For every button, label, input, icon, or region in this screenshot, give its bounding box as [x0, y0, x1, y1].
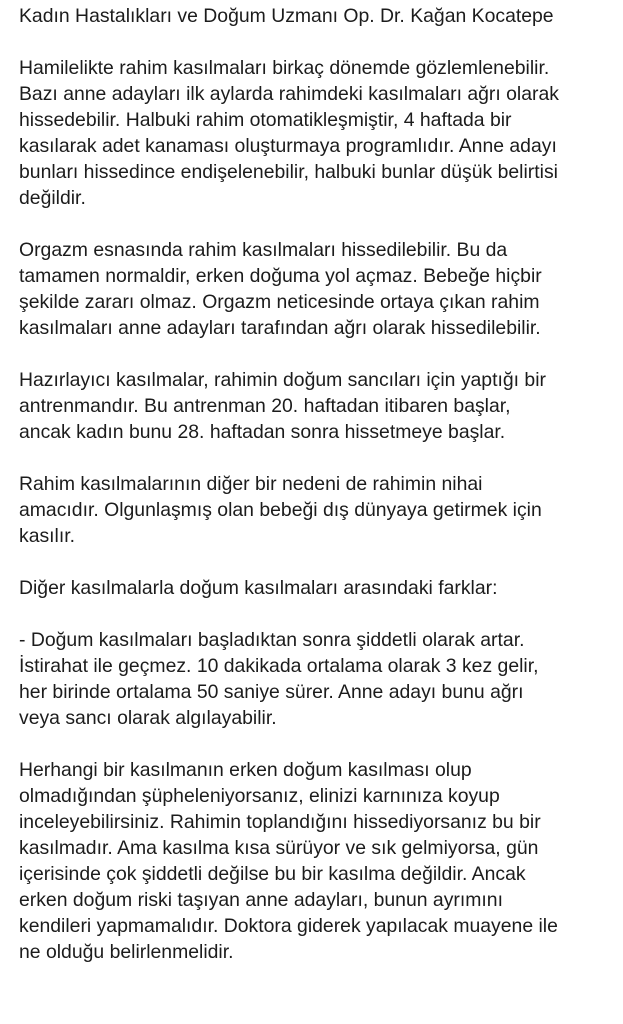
paragraph-gap	[19, 211, 619, 237]
text-line: her birinde ortalama 50 saniye sürer. Anne adayı bunu ağrı	[19, 681, 524, 703]
text-line: değildir.	[19, 187, 86, 209]
text-line: kasılarak adet kanaması oluşturmaya programlıdır. Anne adayı	[19, 135, 557, 157]
paragraph-5	[19, 575, 619, 601]
paragraph-gap	[19, 601, 619, 627]
paragraph-3	[19, 367, 619, 445]
text-line: içerisinde çok şiddetli değilse bu bir kasılma değildir. Ancak	[19, 863, 526, 885]
paragraph-4	[19, 471, 619, 549]
text-line: Rahim kasılmalarının diğer bir nedeni de rahimin nihai	[19, 473, 483, 495]
paragraph-gap	[19, 445, 619, 471]
paragraph-gap	[19, 731, 619, 757]
text-line: Hamilelikte rahim kasılmaları birkaç dönemde gözlemlenebilir.	[19, 57, 550, 79]
text-line: - Doğum kasılmaları başladıktan sonra şiddetli olarak artar.	[19, 629, 525, 651]
text-line: hissedebilir. Halbuki rahim otomatikleşmiştir, 4 haftada bir	[19, 109, 512, 131]
text-line: ne olduğu belirlenmelidir.	[19, 941, 234, 963]
document-title: Kadın Hastalıkları ve Doğum Uzmanı Op. Dr. Kağan Kocatepe	[19, 5, 554, 27]
paragraph-6	[19, 627, 619, 731]
text-line: erken doğum riski taşıyan anne adayları, bunun ayrımını	[19, 889, 503, 911]
paragraph-gap	[19, 341, 619, 367]
text-line: antrenmandır. Bu antrenman 20. haftadan itibaren başlar,	[19, 395, 511, 417]
document-body	[19, 3, 619, 965]
paragraph-2	[19, 237, 619, 341]
paragraph-1	[19, 55, 619, 211]
text-line: Herhangi bir kasılmanın erken doğum kasılması olup	[19, 759, 472, 781]
text-line: olmadığından şüpheleniyorsanız, elinizi karnınıza koyup	[19, 785, 500, 807]
text-line: kendileri yapmamalıdır. Doktora giderek yapılacak muayene ile	[19, 915, 558, 937]
text-line: bunları hissedince endişelenebilir, halbuki bunlar düşük belirtisi	[19, 161, 558, 183]
text-line: tamamen normaldir, erken doğuma yol açmaz. Bebeğe hiçbir	[19, 265, 542, 287]
text-line: kasılmadır. Ama kasılma kısa sürüyor ve sık gelmiyorsa, gün	[19, 837, 539, 859]
text-line: ancak kadın bunu 28. haftadan sonra hissetmeye başlar.	[19, 421, 506, 443]
text-line: kasılır.	[19, 525, 76, 547]
text-line: şekilde zararı olmaz. Orgazm neticesinde ortaya çıkan rahim	[19, 291, 540, 313]
paragraph-gap	[19, 29, 619, 55]
paragraph-7	[19, 757, 619, 965]
text-line: kasılmaları anne adayları tarafından ağrı olarak hissedilebilir.	[19, 317, 541, 339]
text-line: inceleyebilirsiniz. Rahimin toplandığını hissediyorsanız bu bir	[19, 811, 541, 833]
text-line: Hazırlayıcı kasılmalar, rahimin doğum sancıları için yaptığı bir	[19, 369, 546, 391]
text-line: amacıdır. Olgunlaşmış olan bebeği dış dünyaya getirmek için	[19, 499, 542, 521]
text-line: veya sancı olarak algılayabilir.	[19, 707, 277, 729]
text-line: Orgazm esnasında rahim kasılmaları hissedilebilir. Bu da	[19, 239, 508, 261]
text-line: Diğer kasılmalarla doğum kasılmaları arasındaki farklar:	[19, 577, 498, 599]
text-line: Bazı anne adayları ilk aylarda rahimdeki kasılmaları ağrı olarak	[19, 83, 559, 105]
text-line: İstirahat ile geçmez. 10 dakikada ortalama olarak 3 kez gelir,	[19, 655, 539, 677]
paragraph-gap	[19, 549, 619, 575]
